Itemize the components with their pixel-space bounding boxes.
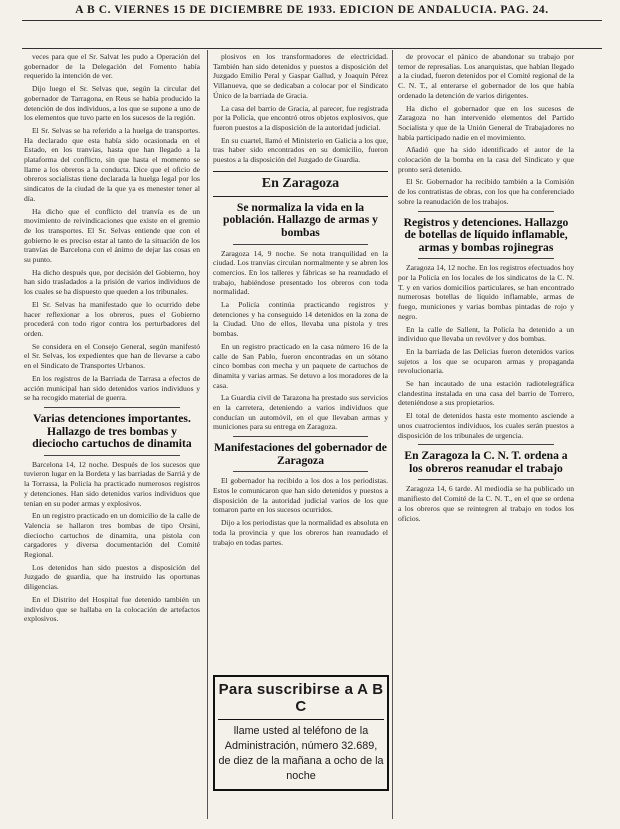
article-paragraph: En la calle de Sallent, la Policía ha detenido a un individuo que llevaba un revólver y dos bombas.	[398, 324, 574, 344]
headline-detenciones: Varias detenciones importantes. Hallazgo de tres bombas y dieciocho cartuchos de dinamita	[32, 411, 192, 451]
article-paragraph: Añadió que ha sido identificado el autor de la colocación de la bomba en la casa del Sindicato y que pronto será detenido.	[398, 145, 574, 174]
article-paragraph: El gobernador ha recibido a los dos a los periodistas. Estos le comunicaron que han sido detenidos y puestos a disposición de la autoridad judicial varios de los que tomaron parte en los sucesos ocurridos.	[213, 476, 388, 515]
section-rule	[233, 244, 368, 245]
article-paragraph: La casa del barrio de Gracia, al parecer, fue registrada por la Policía, que encontró otros objetos explosivos, que fueron puestos a la disposición de la autoridad judicial.	[213, 103, 388, 132]
article-paragraph: Zaragoza 14, 6 tarde. Al mediodía se ha publicado un manifiesto del Comité de la C. N. T., en el que se ordena a los obreros que se reintegren al trabajo en todos los oficios.	[398, 484, 574, 523]
subscription-ad	[213, 675, 389, 791]
article-paragraph: En un registro practicado en la casa número 16 de la calle de San Pablo, fueron encontradas en un sótano cinco bombas con mecha y un paquete de cartuchos de dinamita y varias armas. Se detuvo a los moradores de la casa.	[213, 341, 388, 390]
section-rule	[44, 407, 180, 408]
article-paragraph: La Policía continúa practicando registros y detenciones y ha conseguido 14 detenidos en la zona de la Ciudad. Uno de ellos, llevaba una pistola y tres bombas.	[213, 300, 388, 339]
article-paragraph: Barcelona 14, 12 noche. Después de los sucesos que tuvieron lugar en la Bordeta y las barriadas de Sarriá y de la Torrassa, la Policía ha practicado numerosos registros y detenciones. Han sido detenidos varios individuos que tenían en su poder armas y explosivos.	[24, 459, 200, 508]
headline-registros: Registros y detenciones. Hallazgo de botellas de líquido inflamable, armas y bombas rojinegras	[403, 215, 569, 254]
article-paragraph: Se han incautado de una estación radiotelegráfica clandestina instalada en una casa del barrio de Torrero, deteniéndose a sus propietarios.	[398, 379, 574, 408]
article-paragraph: Dijo a los periodistas que la normalidad es absoluta en toda la provincia y que los obreros han reanudado el trabajo en todas partes.	[213, 518, 388, 547]
article-paragraph: Ha dicho el gobernador que en los sucesos de Zaragoza no han intervenido elementos del Partido Socialista y que de la Unión General de Trabajadores no había participado nadie en el movimiento.	[398, 103, 574, 142]
article-paragraph: En su cuartel, llamó el Ministerio en Galicia a los que, tras haber sido encontrados en su domicilio, fueron puestos a la disposición del Juzgado de Guardia.	[213, 135, 388, 165]
header-rule-lower	[22, 48, 602, 49]
column-1	[24, 52, 200, 821]
section-rule	[418, 211, 554, 212]
section-title-zaragoza: En Zaragoza	[213, 171, 388, 197]
headline-gobernador: Manifestaciones del gobernador de Zaragoza	[214, 441, 387, 467]
article-paragraph: El Sr. Selvas ha manifestado que lo ocurrido debe hacer reflexionar a los obreros, pues el Gobierno procederá con todo rigor contra los perturbadores del orden.	[24, 299, 200, 338]
article-paragraph: Zaragoza 14, 12 noche. En los registros efectuados hoy por la Policía en los locales de los sindicatos de la C. N. T. y en varios domicilios particulares, se han encontrado numerosas botellas de líquido inflamable, armas de fuego, municiones y varias bombas pintadas de rojo y negro.	[398, 263, 574, 321]
column-3	[398, 52, 574, 821]
section-rule	[418, 479, 554, 480]
headline-normaliza: Se normaliza la vida en la población. Hallazgo de armas y bombas	[223, 200, 378, 239]
headline-cnt: En Zaragoza la C. N. T. ordena a los obreros reanudar el trabajo	[404, 449, 568, 475]
header-rule	[22, 20, 602, 21]
article-paragraph: plosivos en los transformadores de electricidad. También han sido detenidos y puestos a disposición del Juzgado Emilio Peral y Gaspar Gallud, y Joaquín Pérez Villanueva, que se dedicaban a colocar por el Sindicato Único de la barriada de Gracia.	[213, 52, 388, 100]
article-paragraph: de provocar el pánico de abandonar su trabajo por temor de represalias. Los anarquistas, que habían llegado a la ciudad, fueron detenidos por el Comité regional de la C. N. T., al enterarse el gobernador de los que había ordenado la detención de varios dirigentes.	[398, 52, 574, 100]
column-divider	[207, 50, 208, 819]
article-paragraph: Dijo luego el Sr. Selvas que, según la circular del gobernador de Tarragona, en Reus se había producido la detención de dos individuos, a los que se supone a uno de los elementos que tuvo parte en los sucesos de la región.	[24, 84, 200, 123]
page-header: A B C. VIERNES 15 DE DICIEMBRE DE 1933. EDICION DE ANDALUCIA. PAG. 24.	[75, 4, 549, 16]
article-paragraph: Se considera en el Consejo General, según manifestó el Sr. Selvas, los expedientes que han de llevarse a cabo en el Sindicato de Transportes Urbanos.	[24, 341, 200, 371]
section-rule	[418, 444, 554, 445]
article-paragraph: El Sr. Selvas se ha referido a la huelga de transportes. Ha declarado que esta había sido ocasionada en el Estado, en los tranvías, hasta que han llegado a la plataforma del conflicto, sin que hasta el momento se llame a los obreros a la conducta. Dice que el oficio de obreros socialistas tiene declarada la huelga legal por los sindicatos de la ciudad de la que ya es menester tener al día.	[24, 125, 200, 203]
article-paragraph: veces para que el Sr. Salvat les pudo a Operación del gobernador de la Delegación del Fomento había requerido la intención de ver.	[24, 52, 200, 81]
article-paragraph: En el Distrito del Hospital fue detenido también un individuo que se hallaba en la colocación de artefactos explosivos.	[24, 594, 200, 624]
article-paragraph: Los detenidos han sido puestos a disposición del Juzgado de guardia, que ha instruido las oportunas diligencias.	[24, 562, 200, 592]
article-paragraph: La Guardia civil de Tarazona ha prestado sus servicios en la carretera, deteniendo a varios individuos que conducían un automóvil, en el que llevaban armas y municiones para su entrega en Zaragoza.	[213, 393, 388, 432]
section-rule	[418, 258, 554, 259]
article-paragraph: Ha dicho que el conflicto del tranvía es de un movimiento de reivindicaciones que existe en el gremio de los transportes. El Sr. Selvas entiende que con el gobierno le es preciso estar al tanto de la situación de los tranvías de Barcelona con el ánimo de dejar las cosas en su punto.	[24, 206, 200, 265]
article-paragraph: El total de detenidos hasta este momento asciende a unos cuatrocientos individuos, los cuales serán puestos a disposición de los tribunales de urgencia.	[398, 411, 574, 440]
article-paragraph: En un registro practicado en un domicilio de la calle de Valencia se hallaron tres bombas de tipo Orsini, dieciocho cartuchos de dinamita, una pistola con cargadores y diversa documentación del Comité Regional.	[24, 511, 200, 560]
article-paragraph: Zaragoza 14, 9 noche. Se nota tranquilidad en la ciudad. Los tranvías circulan normalmente y se abren los comercios. En los talleres y fábricas se ha reanudado el trabajo, habiéndose presentado los obreros con toda normalidad.	[213, 248, 388, 297]
article-paragraph: El Sr. Gobernador ha recibido también a la Comisión de los contratistas de obras, con los que ha conferenciado sobre la reanudación de los trabajos.	[398, 177, 574, 206]
column-divider	[392, 50, 393, 819]
ad-title: Para suscribirse a A B C	[218, 681, 384, 720]
article-paragraph: Ha dicho después que, por decisión del Gobierno, hoy han sido trasladados a la prisión de varios individuos de los cuales se ha dispuesto que queden a los tribunales.	[24, 267, 200, 297]
ad-body: llame usted al teléfono de la Administración, número 32.689, de diez de la mañana a ocho de la noche	[218, 725, 384, 782]
section-rule	[44, 455, 180, 456]
section-rule	[233, 471, 368, 472]
section-rule	[233, 436, 368, 437]
article-paragraph: En la barriada de las Delicias fueron detenidos varios sujetos a los que se ocuparon armas y propaganda revolucionaria.	[398, 346, 574, 376]
column-2	[213, 52, 388, 667]
article-paragraph: En los registros de la Barriada de Tarrasa a efectos de acción municipal han sido detenidos varios individuos y se ha recogido material de guerra.	[24, 373, 200, 403]
